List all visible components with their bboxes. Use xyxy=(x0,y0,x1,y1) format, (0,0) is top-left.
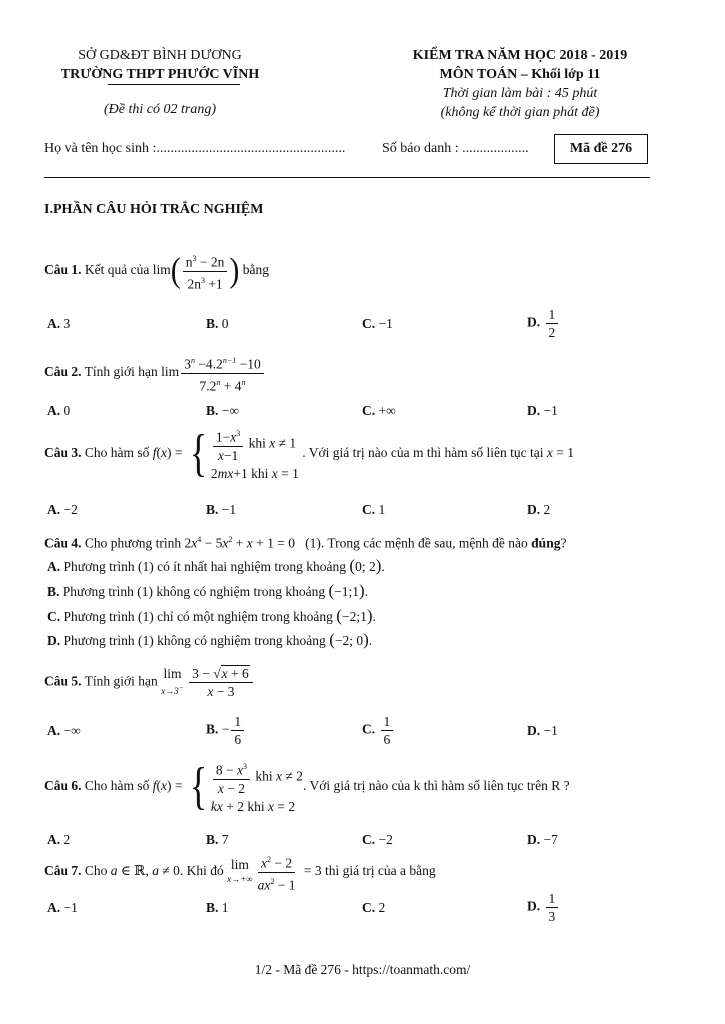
time-limit: Thời gian làm bài : 45 phút xyxy=(442,86,598,101)
q1-option-c[interactable]: C. −1 xyxy=(362,316,393,331)
student-name-field[interactable]: Họ và tên học sinh :...................................................... xyxy=(44,141,346,156)
q5-option-c[interactable]: C. $\frac{1}{6}$ xyxy=(362,713,395,748)
q3-option-a[interactable]: A. −2 xyxy=(47,502,78,517)
q1-option-a[interactable]: A. 3 xyxy=(47,316,71,331)
exam-title: KIỂM TRA NĂM HỌC 2018 - 2019 xyxy=(412,48,628,63)
q5-option-a[interactable]: A. −∞ xyxy=(47,723,81,738)
subject: MÔN TOÁN – Khối lớp 11 xyxy=(439,67,601,82)
q2-option-a[interactable]: A. 0 xyxy=(47,403,71,418)
q7-option-a[interactable]: A. −1 xyxy=(47,900,78,915)
q6-option-c[interactable]: C. −2 xyxy=(362,832,393,847)
q7-option-d[interactable]: D. $\frac{1}{3}$ xyxy=(527,890,560,925)
question-1: Câu 1. Kết quả của lim( $\frac{n^3 - 2n}{2n^3 +1}$ ) bằng xyxy=(44,251,269,291)
q2-option-d[interactable]: D. −1 xyxy=(527,403,558,418)
question-4: Câu 4. Cho phương trình $2x^4 - 5x^2 + x + 1 = 0$ (1). Trong các mệnh đề sau, mệnh đề nào đúng? xyxy=(44,535,567,551)
question-2: Câu 2. Tính giới hạn lim $\frac{3^n -4.2^{n-1} -10}{7.2^n + 4^n}$ xyxy=(44,352,266,394)
question-3: Câu 3. Cho hàm số f(x) = { $\frac{1-x^3}{x-1}$ khi x ≠ 1 2mx+1 khi x = 1 . Với giá trị nào của m thì hàm số liên tục tại x = 1 xyxy=(44,424,574,482)
q1-text: Kết quả của xyxy=(84,262,150,278)
q2-option-c[interactable]: C. +∞ xyxy=(362,403,396,418)
q1-tail: bằng xyxy=(242,262,269,278)
q6-option-d[interactable]: D. −7 xyxy=(527,832,558,847)
exam-code-box: Mã đề 276 xyxy=(554,134,648,164)
q5-option-d[interactable]: D. −1 xyxy=(527,723,558,738)
q1-option-d[interactable]: D. $\frac{1}{2}$ xyxy=(527,306,560,341)
q3-option-b[interactable]: B. −1 xyxy=(206,502,237,517)
page-footer: 1/2 - Mã đề 276 - https://toanmath.com/ xyxy=(254,962,471,977)
header-right xyxy=(370,46,670,122)
question-7: Câu 7. Cho a ∈ ℝ, a ≠ 0. Khi đó lim x→+∞ $\frac{x^2 - 2}{ax^2 - 1}$ = 3 thì giá trị của a bằng xyxy=(44,851,436,893)
header-left xyxy=(40,46,280,84)
student-id-field[interactable]: Số báo danh : ................... xyxy=(382,141,529,156)
q6-option-a[interactable]: A. 2 xyxy=(47,832,71,847)
q2-option-b[interactable]: B. −∞ xyxy=(206,403,240,418)
q4-option-d[interactable]: D. Phương trình (1) không có nghiệm trong khoảng (−2; 0). xyxy=(47,630,373,649)
question-5: Câu 5. Tính giới hạn lim x→3− $\frac{3 - √x + 6}{x - 3}$ xyxy=(44,665,255,700)
pages-note: (Đề thi có 02 trang) xyxy=(104,102,216,117)
q3-option-c[interactable]: C. 1 xyxy=(362,502,386,517)
header-divider xyxy=(44,177,650,178)
q6-option-b[interactable]: B. 7 xyxy=(206,832,229,847)
q3-option-d[interactable]: D. 2 xyxy=(527,502,551,517)
school-name: TRƯỜNG THPT PHƯỚC VĨNH xyxy=(60,67,260,82)
q4-option-c[interactable]: C. Phương trình (1) chỉ có một nghiệm trong khoảng (−2;1). xyxy=(47,606,376,625)
q5-option-b[interactable]: B. − $\frac{1}{6}$ xyxy=(206,713,246,748)
q1-option-b[interactable]: B. 0 xyxy=(206,316,229,331)
section-title: I.PHẦN CÂU HỎI TRẮC NGHIỆM xyxy=(44,202,264,217)
q7-option-b[interactable]: B. 1 xyxy=(206,900,229,915)
school-underline xyxy=(108,84,240,85)
question-6: Câu 6. Cho hàm số f(x) = { $\frac{8 - x^3}{x - 2}$ khi x ≠ 2 kx + 2 khi x = 2 . Với giá trị nào của k thì hàm số liên tục trên R ? xyxy=(44,757,570,815)
q7-option-c[interactable]: C. 2 xyxy=(362,900,386,915)
q4-option-a[interactable]: A. Phương trình (1) có ít nhất hai nghiệm trong khoảng (0; 2). xyxy=(47,556,385,575)
q1-label: Câu 1. xyxy=(44,262,82,278)
department: SỞ GD&ĐT BÌNH DƯƠNG xyxy=(78,48,242,63)
q4-option-b[interactable]: B. Phương trình (1) không có nghiệm trong khoảng (−1;1). xyxy=(47,581,369,600)
time-note: (không kể thời gian phát đề) xyxy=(440,105,600,120)
